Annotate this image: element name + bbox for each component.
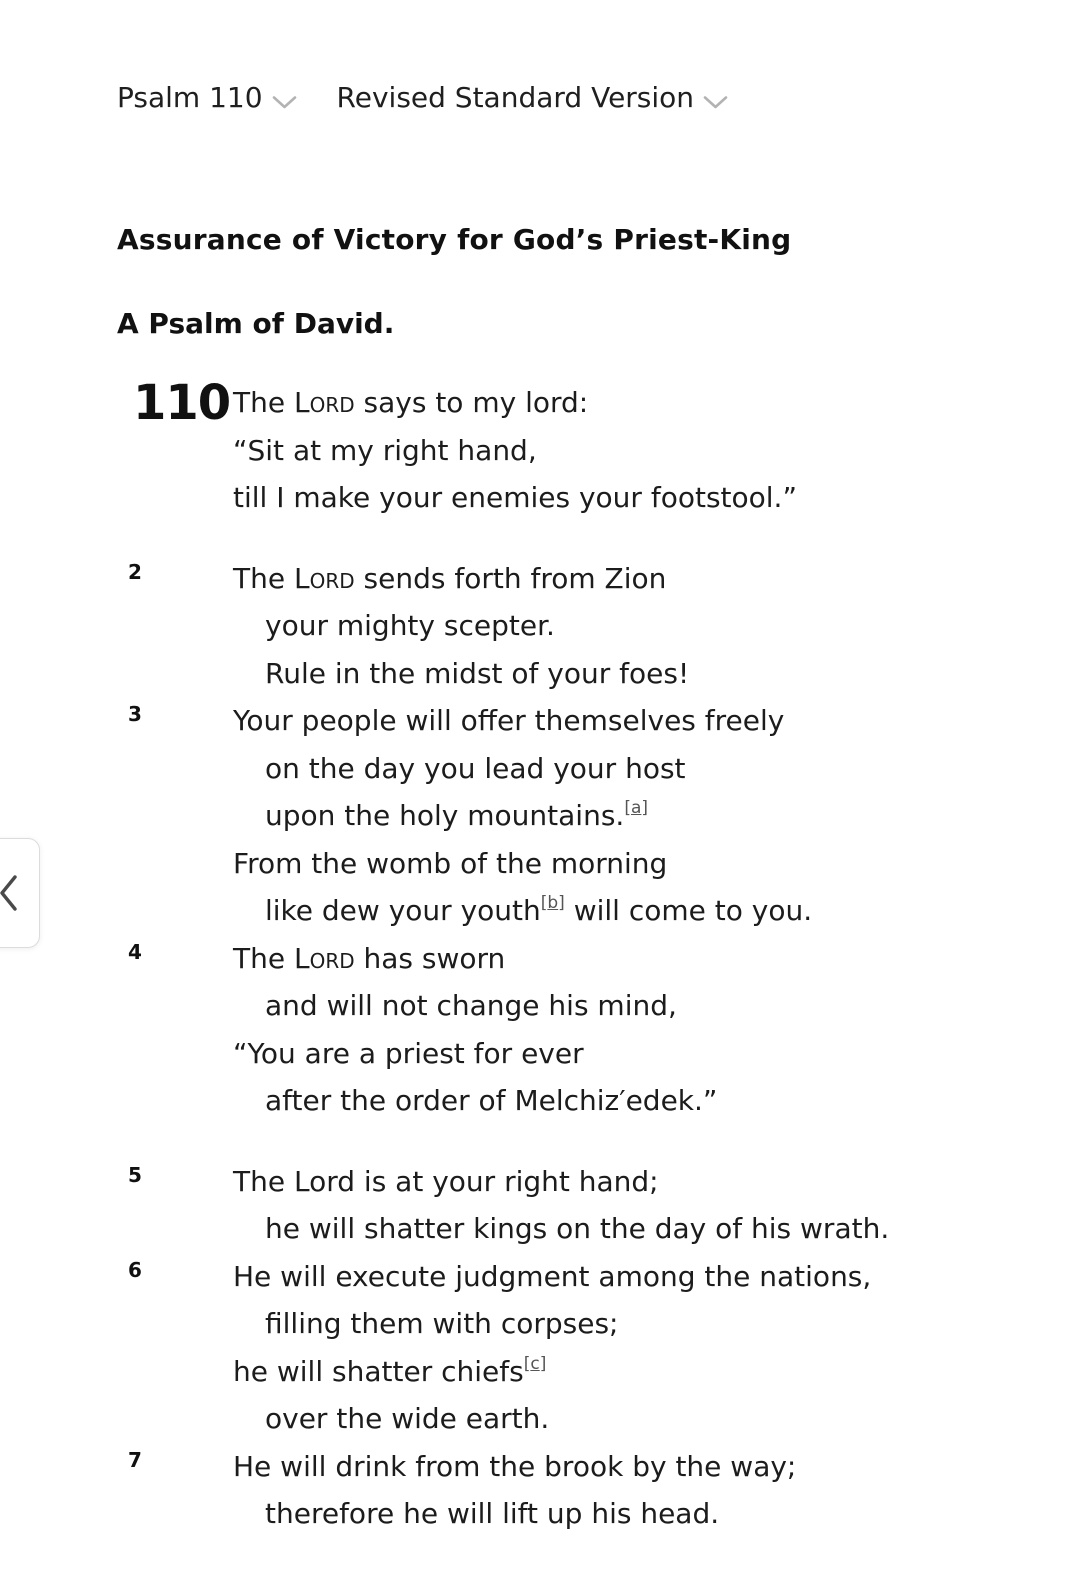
verse-number: 4 [128, 939, 142, 964]
poetry-line: “Sit at my right hand, [233, 433, 537, 467]
passage-toolbar [117, 78, 728, 117]
poetry-line: therefore he will lift up his head. [265, 1497, 720, 1530]
divine-name-smallcaps: Lord [293, 386, 355, 419]
footnote-marker[interactable]: [a] [624, 798, 649, 818]
divine-name-smallcaps: Lord [293, 561, 355, 595]
footnote-marker[interactable]: [b] [540, 893, 565, 913]
poetry-line: 5 The Lord is at your right hand; [117, 1158, 1077, 1206]
poetry-line: 6 He will execute judgment among the nations, [117, 1253, 1077, 1301]
poetry-line: till I make your enemies your footstool.” [233, 481, 797, 514]
poetry-line: like dew your youth[b] will come to you. [265, 893, 813, 927]
previous-chapter-button[interactable] [0, 838, 40, 948]
verse-number: 5 [128, 1162, 142, 1187]
stanza [117, 375, 1077, 522]
version-selector[interactable] [337, 78, 729, 117]
chevron-down-icon [272, 84, 297, 117]
verse-number: 7 [128, 1447, 142, 1472]
chevron-left-icon [0, 873, 19, 913]
poetry-line: “You are a priest for ever [233, 1036, 584, 1070]
poetry-line: your mighty scepter. [265, 609, 555, 642]
poetry-line: Rule in the midst of your foes! [265, 656, 690, 690]
section-heading: Assurance of Victory for God’s Priest-King [117, 223, 792, 256]
poetry-line: From the womb of the morning [233, 846, 668, 880]
version-selector-label: Revised Standard Version [336, 81, 695, 114]
footnote-marker[interactable]: [c] [523, 1353, 547, 1374]
chapter-number: 110 [133, 375, 231, 431]
poetry-line: after the order of Melchiz′edek.” [265, 1084, 718, 1117]
poetry-line: over the wide earth. [265, 1402, 550, 1435]
stanza [117, 555, 1077, 1125]
verse-number: 2 [128, 559, 142, 584]
poetry-line: upon the holy mountains.[a] [265, 798, 649, 832]
verse-number: 6 [128, 1257, 142, 1282]
poem [117, 375, 1077, 1571]
poetry-line: he will shatter kings on the day of his wrath. [265, 1212, 890, 1245]
divine-name-smallcaps: Lord [293, 941, 355, 975]
verse-number: 3 [128, 702, 142, 726]
poetry-line: he will shatter chiefs[c] [233, 1353, 547, 1388]
poetry-line: 2 The Lord sends forth from Zion [117, 555, 1077, 603]
poetry-line: 7 He will drink from the brook by the way; [117, 1443, 1077, 1491]
psalm-subtitle: A Psalm of David. [117, 307, 395, 340]
chevron-down-icon [703, 84, 728, 117]
poetry-line: 110 The Lord says to my lord: [133, 375, 589, 431]
poetry-line: 3 Your people will offer themselves freely [117, 697, 1077, 745]
poetry-line: filling them with corpses; [265, 1307, 619, 1340]
passage-selector-label: Psalm 110 [117, 81, 263, 114]
poetry-line: and will not change his mind, [265, 989, 677, 1022]
stanza [117, 1158, 1077, 1538]
poetry-line: 4 The Lord has sworn [117, 935, 1077, 983]
passage-selector[interactable] [117, 78, 297, 117]
poetry-line: on the day you lead your host [265, 751, 686, 785]
